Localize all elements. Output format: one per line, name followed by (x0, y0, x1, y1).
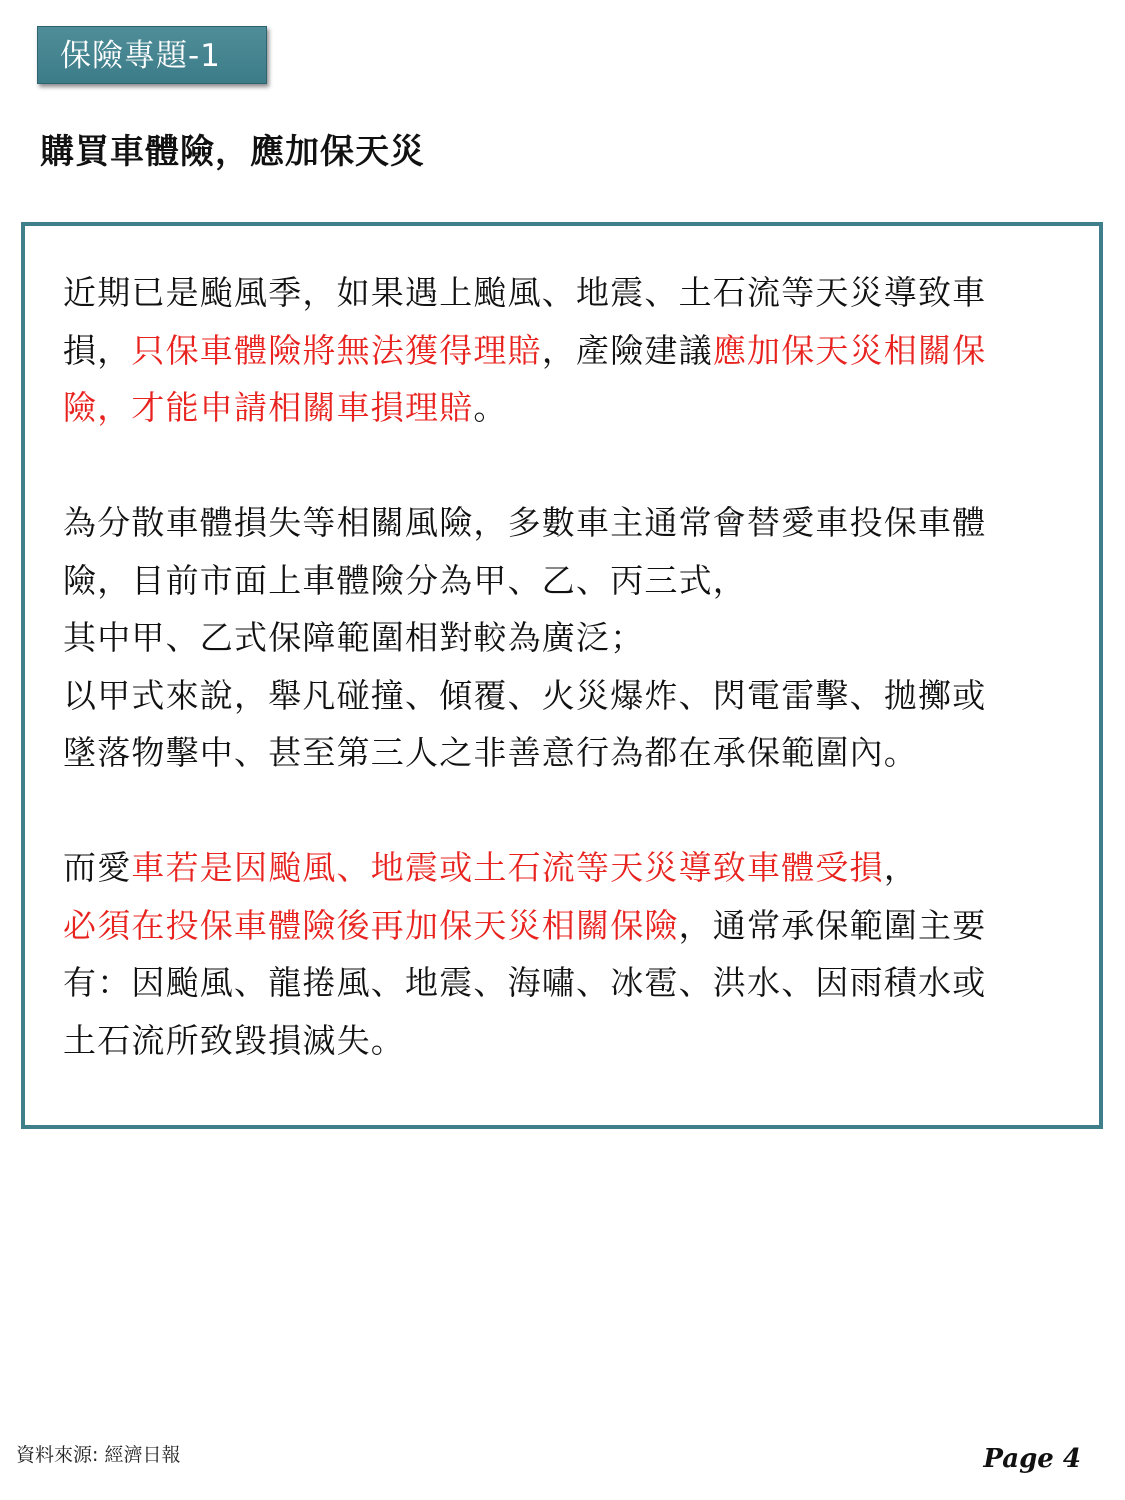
paragraph-line (63, 552, 1069, 610)
body-text: 而愛 (63, 848, 132, 887)
paragraph-line (63, 322, 1069, 380)
paragraph (63, 264, 1069, 437)
paragraph-line (63, 954, 1069, 1012)
body-text: 近期已是颱風季，如果遇上颱風、地震、土石流等天災導致車 (63, 273, 987, 312)
highlighted-text: 車若是因颱風、地震或土石流等天災導致車體受損 (131, 848, 884, 887)
body-text: 有：因颱風、龍捲風、地震、海嘯、冰雹、洪水、因雨積水或 (63, 963, 987, 1002)
paragraph-line (63, 724, 1069, 782)
highlighted-text: 險，才能申請相關車損理賠 (63, 388, 474, 427)
paragraph (63, 494, 1069, 782)
paragraph-line (63, 897, 1069, 955)
topic-tag: 保險專題-1 (37, 26, 267, 84)
paragraph-line (63, 839, 1069, 897)
article-title: 購買車體險，應加保天災 (40, 132, 425, 172)
body-text: 以甲式來說，舉凡碰撞、傾覆、火災爆炸、閃電雷擊、拋擲或 (63, 675, 987, 715)
highlighted-text: 應加保天災相關保 (712, 330, 987, 370)
source-note: 資料來源: 經濟日報 (16, 1444, 181, 1466)
body-text: ，通常承保範圍主要 (678, 905, 987, 945)
paragraph-line (63, 494, 1069, 552)
content-box (21, 222, 1103, 1129)
paragraph-line (63, 667, 1069, 725)
body-text: 土石流所致毀損滅失。 (63, 1020, 405, 1060)
body-text: 其中甲、乙式保障範圍相對較為廣泛； (63, 618, 645, 657)
paragraph-line (63, 1012, 1069, 1070)
body-text: 墜落物擊中、甚至第三人之非善意行為都在承保範圍內。 (63, 733, 918, 772)
body-text: ，產險建議 (541, 330, 713, 370)
paragraph-line (63, 264, 1069, 322)
paragraph-line (63, 379, 1069, 437)
body-text: ， (883, 848, 919, 887)
paragraph (63, 839, 1069, 1069)
body-text: 險，目前市面上車體險分為甲、乙、丙三式， (63, 560, 747, 600)
highlighted-text: 必須在投保車體險後再加保天災相關保險 (63, 905, 679, 945)
highlighted-text: 只保車體險將無法獲得理賠 (131, 330, 542, 370)
body-text: 損， (63, 330, 132, 370)
body-text: 為分散車體損失等相關風險，多數車主通常會替愛車投保車體 (63, 503, 987, 542)
page-number: Page 4 (983, 1444, 1081, 1474)
paragraph-line (63, 609, 1069, 667)
body-text: 。 (473, 388, 508, 427)
